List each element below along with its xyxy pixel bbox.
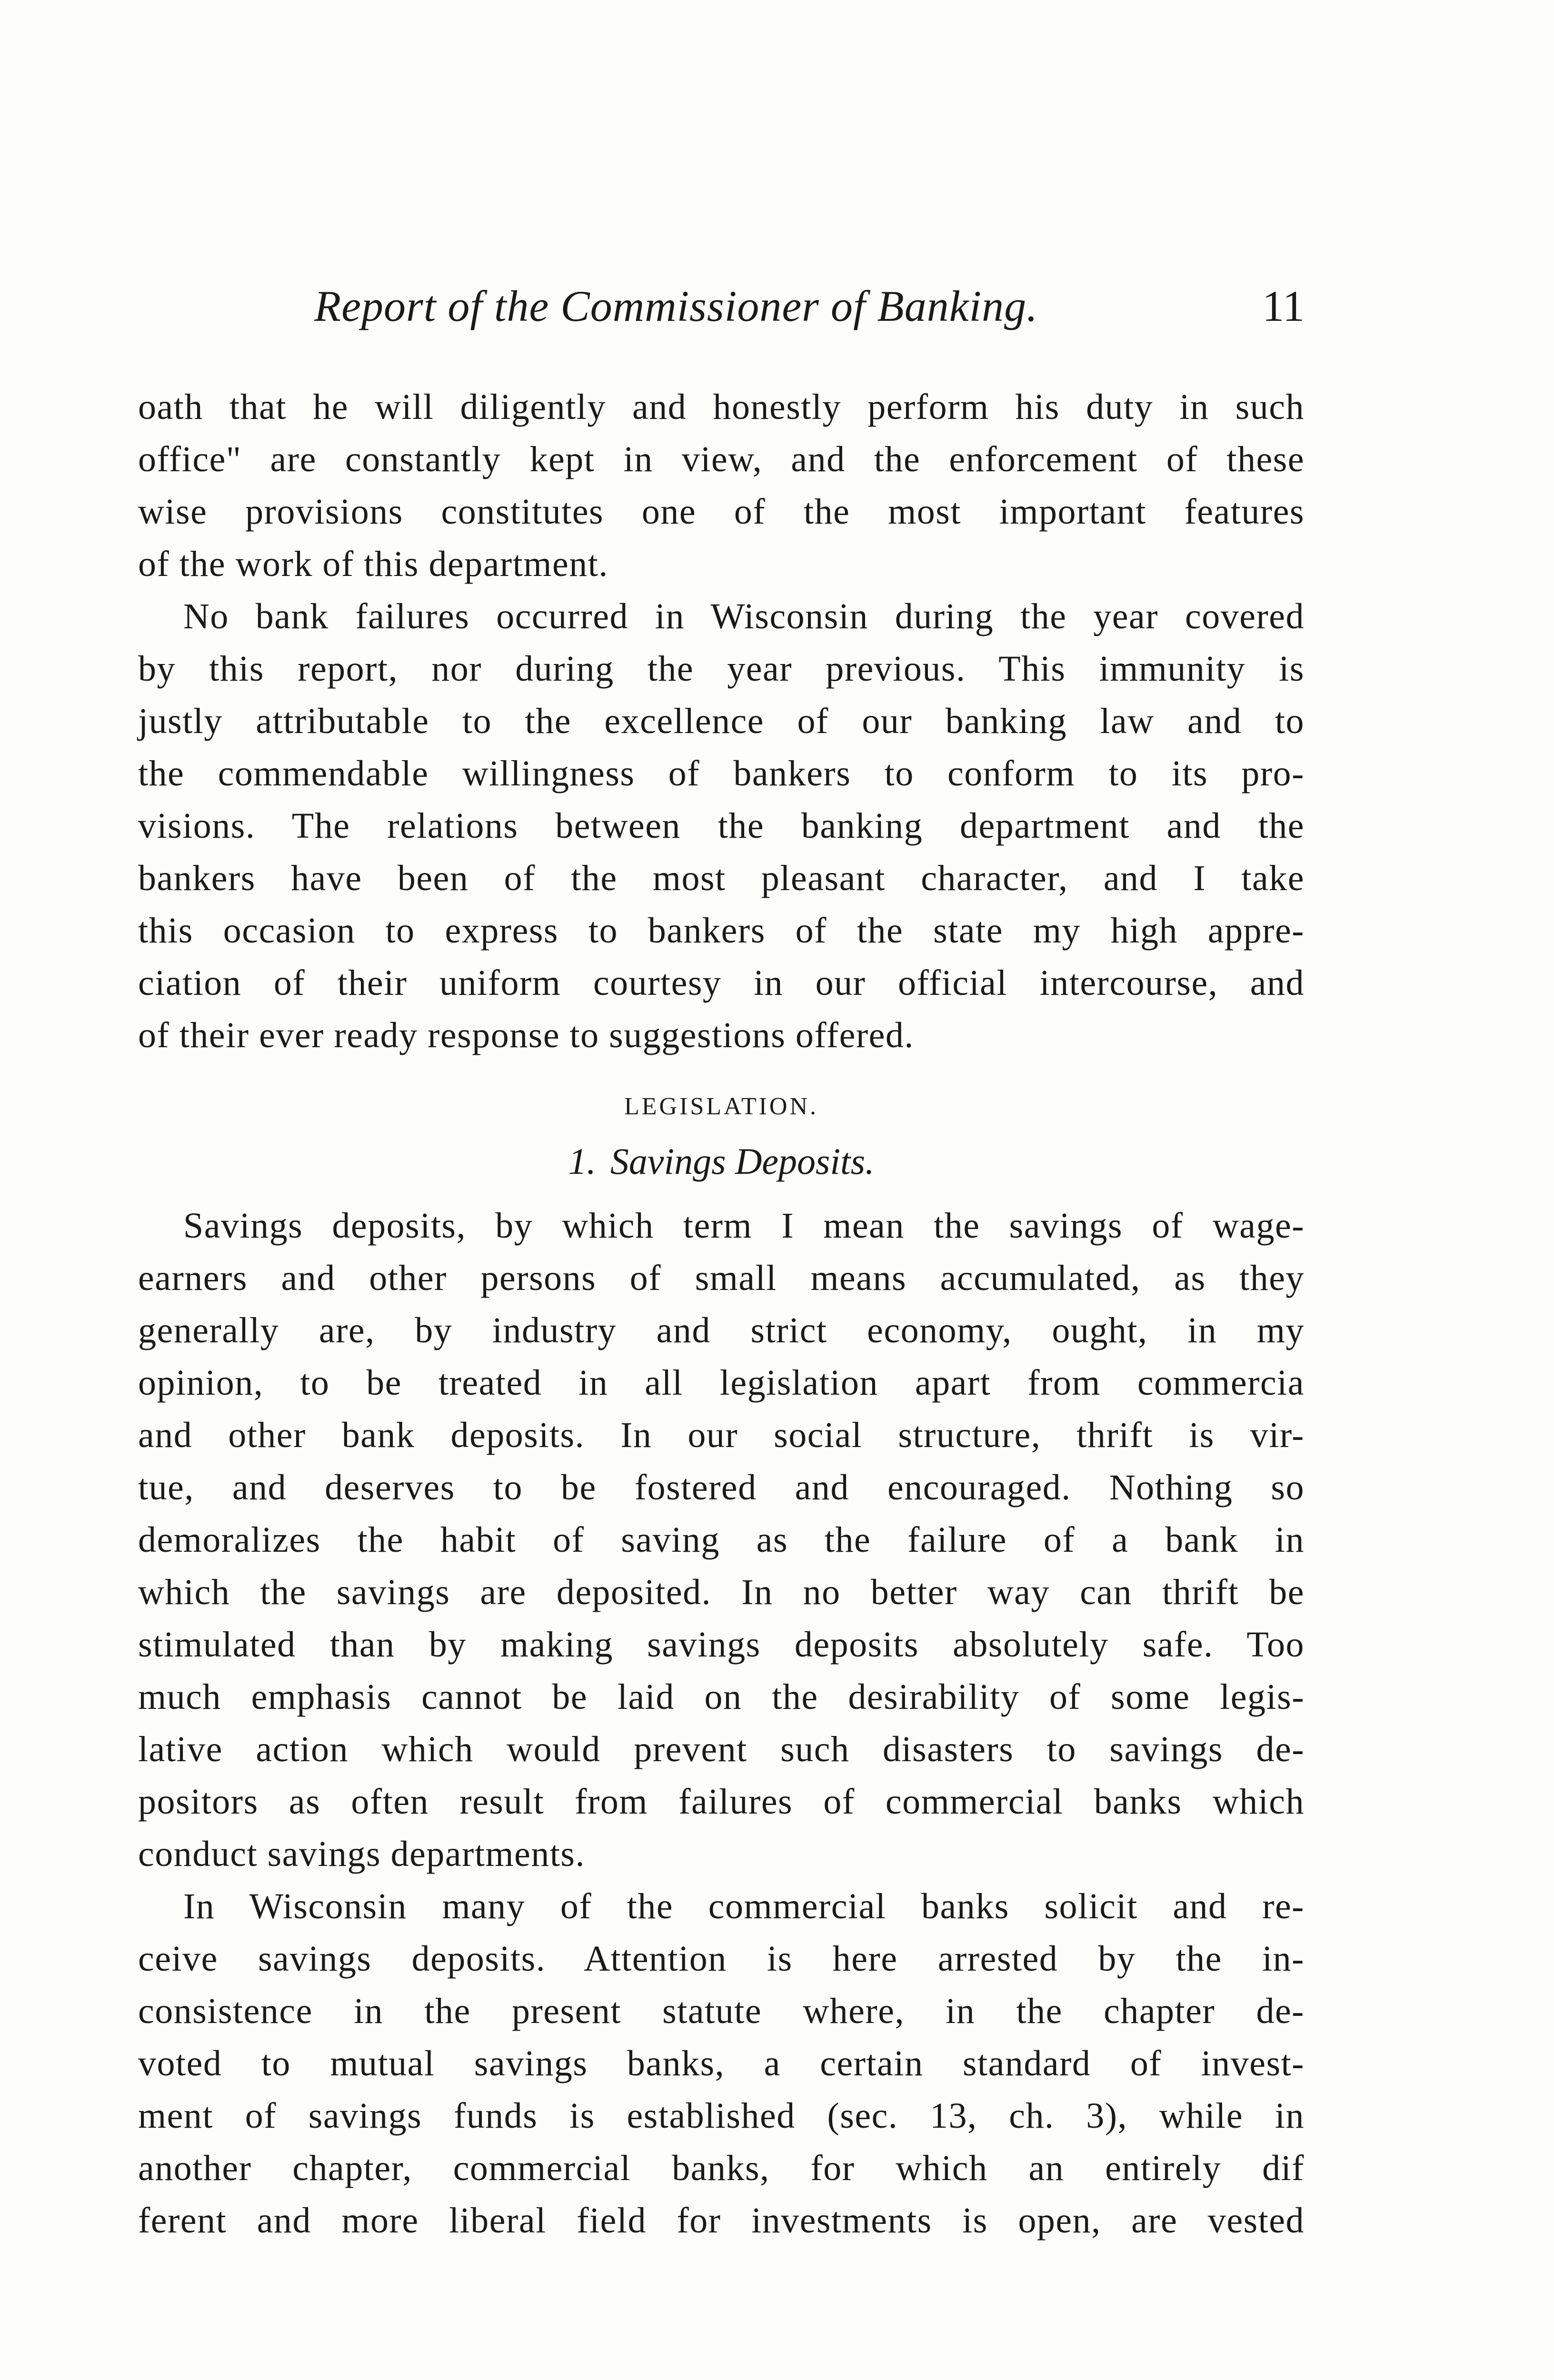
text-line: demoralizes the habit of saving as the failure of a bank in bbox=[138, 1520, 1305, 1560]
text-line: positors as often result from failures of commercial banks which bbox=[138, 1782, 1305, 1822]
paragraph bbox=[138, 1880, 1305, 2247]
text-line: of their ever ready response to suggestions offered. bbox=[138, 1015, 914, 1055]
text-line: the commendable willingness of bankers to conform to its pro- bbox=[138, 754, 1305, 793]
text-line: ceive savings deposits. Attention is here arrested by the in- bbox=[138, 1939, 1305, 1979]
subheading-number: 1. bbox=[568, 1140, 596, 1182]
text-line: ferent and more liberal field for investments is open, are vested bbox=[138, 2201, 1305, 2241]
text-line: which the savings are deposited. In no better way can thrift be bbox=[138, 1572, 1305, 1612]
text-line: visions. The relations between the banking department and the bbox=[138, 806, 1305, 846]
text-line: lative action which would prevent such disasters to savings de- bbox=[138, 1729, 1305, 1769]
text-line: In Wisconsin many of the commercial banks solicit and re- bbox=[183, 1886, 1305, 1926]
text-line: by this report, nor during the year previous. This immunity is bbox=[138, 649, 1305, 689]
text-line: earners and other persons of small means accumulated, as they bbox=[138, 1258, 1305, 1298]
text-line: generally are, by industry and strict economy, ought, in my bbox=[138, 1310, 1305, 1350]
paragraph bbox=[138, 1200, 1305, 1880]
text-line: wise provisions constitutes one of the most important features bbox=[138, 492, 1305, 532]
paragraph bbox=[138, 590, 1305, 1061]
subheading-title: Savings Deposits. bbox=[610, 1140, 875, 1182]
text-line: No bank failures occurred in Wisconsin during the year covered bbox=[183, 596, 1305, 636]
text-line: ment of savings funds is established (sec. 13, ch. 3), while in bbox=[138, 2096, 1305, 2136]
text-line: oath that he will diligently and honestly perform his duty in such bbox=[138, 387, 1305, 427]
text-line: office" are constantly kept in view, and the enforcement of these bbox=[138, 439, 1305, 479]
running-title: Report of the Commissioner of Banking. bbox=[314, 282, 1038, 330]
subheading bbox=[138, 1133, 1305, 1195]
text-line: Savings deposits, by which term I mean the savings of wage- bbox=[183, 1206, 1305, 1246]
text-line: of the work of this department. bbox=[138, 544, 608, 584]
text-line: consistence in the present statute where, in the chapter de- bbox=[138, 1991, 1305, 2031]
text-line: voted to mutual savings banks, a certain standard of invest- bbox=[138, 2043, 1305, 2083]
text-line: this occasion to express to bankers of the state my high appre- bbox=[138, 911, 1305, 951]
section-heading: LEGISLATION. bbox=[624, 1093, 819, 1120]
paragraph bbox=[138, 381, 1305, 590]
text-line: stimulated than by making savings deposits absolutely safe. Too bbox=[138, 1625, 1305, 1665]
running-head bbox=[138, 281, 1305, 347]
text-line: and other bank deposits. In our social structure, thrift is vir- bbox=[138, 1415, 1305, 1455]
page-number: 11 bbox=[1262, 282, 1305, 330]
text-line: bankers have been of the most pleasant character, and I take bbox=[138, 858, 1305, 898]
body-text bbox=[138, 381, 1305, 2247]
text-line: conduct savings departments. bbox=[138, 1834, 586, 1874]
text-line: tue, and deserves to be fostered and encouraged. Nothing so bbox=[138, 1468, 1305, 1507]
text-line: another chapter, commercial banks, for which an entirely dif bbox=[138, 2148, 1305, 2188]
text-line: justly attributable to the excellence of our banking law and to bbox=[138, 701, 1305, 741]
text-line: ciation of their uniform courtesy in our official intercourse, and bbox=[138, 963, 1305, 1003]
text-line: much emphasis cannot be laid on the desirability of some legis- bbox=[138, 1677, 1305, 1717]
text-line: opinion, to be treated in all legislation apart from commercia bbox=[138, 1363, 1305, 1403]
